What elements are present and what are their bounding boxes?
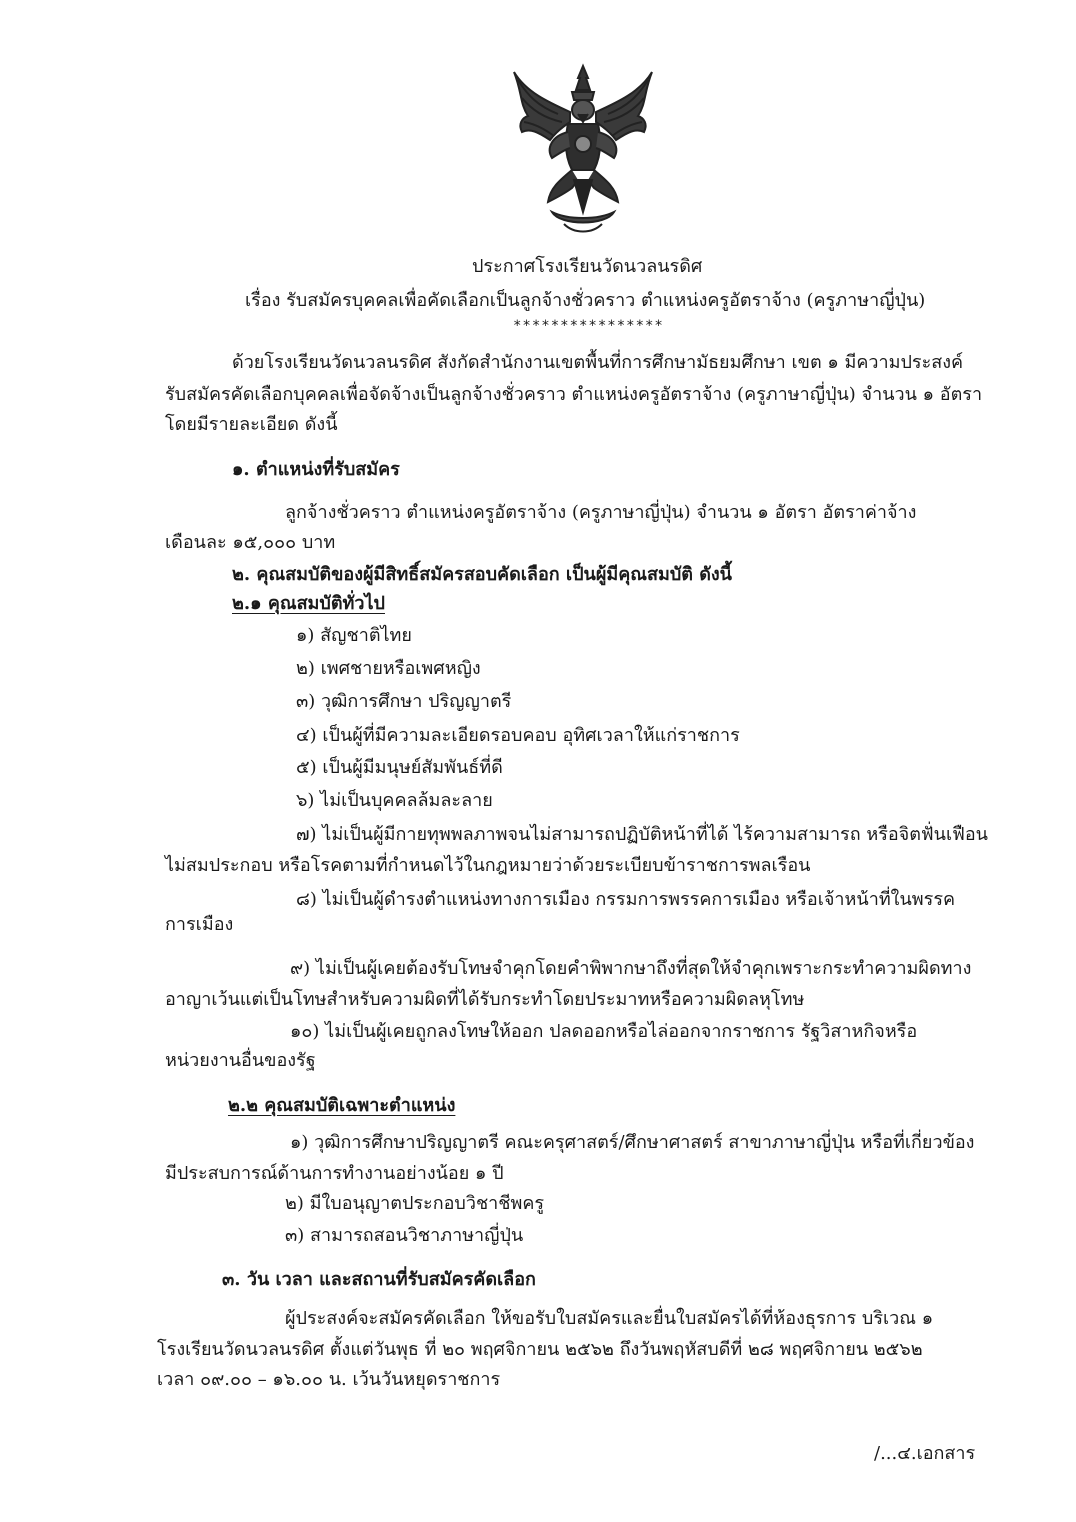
qualification-item: ๑) สัญชาติไทย	[296, 625, 412, 646]
document-title: ประกาศโรงเรียนวัดนวลนรดิศ	[472, 256, 703, 277]
section-1-heading: ๑. ตำแหน่งที่รับสมัคร	[232, 459, 400, 480]
section-2-1-heading: ๒.๑ คุณสมบัติทั่วไป	[232, 593, 385, 614]
section-3-heading: ๓. วัน เวลา และสถานที่รับสมัครคัดเลือก	[222, 1269, 536, 1290]
garuda-emblem-icon	[508, 62, 658, 240]
intro-line: รับสมัครคัดเลือกบุคคลเพื่อจัดจ้างเป็นลูกจ้างชั่วคราว ตำแหน่งครูอัตราจ้าง (ครูภาษาญี่ปุ่น) จำนวน ๑ อัตรา	[165, 384, 983, 405]
qualification-item: ๖) ไม่เป็นบุคคลล้มละลาย	[296, 790, 493, 811]
specific-qualification-item: ๒) มีใบอนุญาตประกอบวิชาชีพครู	[285, 1193, 545, 1214]
qualification-item-continued: หน่วยงานอื่นของรัฐ	[165, 1050, 316, 1071]
qualification-item: ๕) เป็นผู้มีมนุษย์สัมพันธ์ที่ดี	[296, 757, 503, 778]
qualification-item: ๓) วุฒิการศึกษา ปริญญาตรี	[296, 691, 512, 712]
section-2-2-heading: ๒.๒ คุณสมบัติเฉพาะตำแหน่ง	[228, 1095, 456, 1116]
qualification-item: ๑๐) ไม่เป็นผู้เคยถูกลงโทษให้ออก ปลดออกหรือไล่ออกจากราชการ รัฐวิสาหกิจหรือ	[290, 1021, 918, 1042]
section-1-line: เดือนละ ๑๕,๐๐๐ บาท	[165, 532, 336, 553]
intro-line: ด้วยโรงเรียนวัดนวลนรดิศ สังกัดสำนักงานเขตพื้นที่การศึกษามัธยมศึกษา เขต ๑ มีความประสงค์	[232, 352, 964, 373]
qualification-item: ๔) เป็นผู้ที่มีความละเอียดรอบคอบ อุทิศเวลาให้แก่ราชการ	[296, 725, 740, 746]
section-3-line: ผู้ประสงค์จะสมัครคัดเลือก ให้ขอรับใบสมัครและยื่นใบสมัครได้ที่ห้องธุรการ บริเวณ ๑	[285, 1308, 934, 1329]
specific-qualification-item: ๓) สามารถสอนวิชาภาษาญี่ปุ่น	[285, 1225, 524, 1246]
intro-line: โดยมีรายละเอียด ดังนี้	[165, 414, 338, 435]
section-3-line: โรงเรียนวัดนวลนรดิศ ตั้งแต่วันพุธ ที่ ๒๐ พฤศจิกายน ๒๕๖๒ ถึงวันพฤหัสบดีที่ ๒๘ พฤศจิกายน ๒๕๖๒	[157, 1339, 923, 1360]
section-2-heading: ๒. คุณสมบัติของผู้มีสิทธิ์สมัครสอบคัดเลือก เป็นผู้มีคุณสมบัติ ดังนี้	[232, 564, 732, 585]
separator-stars: ****************	[513, 318, 664, 334]
section-1-line: ลูกจ้างชั่วคราว ตำแหน่งครูอัตราจ้าง (ครูภาษาญี่ปุ่น) จำนวน ๑ อัตรา อัตราค่าจ้าง	[285, 502, 917, 523]
specific-qualification-item-continued: มีประสบการณ์ด้านการทำงานอย่างน้อย ๑ ปี	[165, 1163, 504, 1184]
qualification-item: ๒) เพศชายหรือเพศหญิง	[296, 658, 481, 679]
continuation-note: /...๔.เอกสาร	[874, 1443, 976, 1464]
qualification-item: ๘) ไม่เป็นผู้ดำรงตำแหน่งทางการเมือง กรรมการพรรคการเมือง หรือเจ้าหน้าที่ในพรรค	[296, 889, 956, 910]
qualification-item: ๗) ไม่เป็นผู้มีกายทุพพลภาพจนไม่สามารถปฏิบัติหน้าที่ได้ ไร้ความสามารถ หรือจิตฟั่นเฟือน	[296, 824, 988, 845]
qualification-item: ๙) ไม่เป็นผู้เคยต้องรับโทษจำคุกโดยคำพิพากษาถึงที่สุดให้จำคุกเพราะกระทำความผิดทาง	[290, 958, 972, 979]
qualification-item-continued: การเมือง	[165, 914, 234, 935]
specific-qualification-item: ๑) วุฒิการศึกษาปริญญาตรี คณะครุศาสตร์/ศึกษาศาสตร์ สาขาภาษาญี่ปุ่น หรือที่เกี่ยวข้อง	[290, 1132, 975, 1153]
qualification-item-continued: อาญาเว้นแต่เป็นโทษสำหรับความผิดที่ได้รับกระทำโดยประมาทหรือความผิดลหุโทษ	[165, 989, 805, 1010]
qualification-item-continued: ไม่สมประกอบ หรือโรคตามที่กำหนดไว้ในกฎหมายว่าด้วยระเบียบข้าราชการพลเรือน	[165, 855, 811, 876]
section-3-line: เวลา ๐๙.๐๐ – ๑๖.๐๐ น. เว้นวันหยุดราชการ	[157, 1369, 501, 1390]
document-subject: เรื่อง รับสมัครบุคคลเพื่อคัดเลือกเป็นลูกจ้างชั่วคราว ตำแหน่งครูอัตราจ้าง (ครูภาษาญี่ปุ่น)	[245, 290, 926, 311]
